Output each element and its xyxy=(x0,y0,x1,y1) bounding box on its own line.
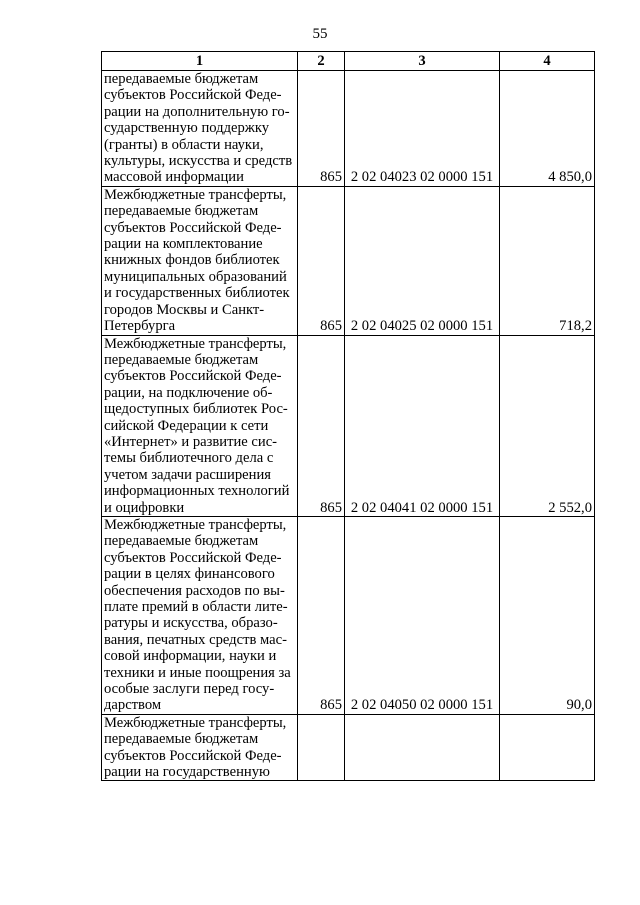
row-admin-code xyxy=(298,714,345,781)
header-col-2: 2 xyxy=(298,52,345,71)
row-admin-code: 865 xyxy=(298,71,345,187)
budget-table xyxy=(101,51,595,781)
row-amount: 718,2 xyxy=(500,186,595,335)
table-row xyxy=(102,71,595,187)
row-budget-code: 2 02 04041 02 0000 151 xyxy=(345,335,500,516)
row-description: передаваемые бюджетам субъектов Российской Феде- рации на дополнительную го- сударственную поддержку (гранты) в области науки, культуры, искусства и средств массовой информации xyxy=(102,71,298,187)
header-col-3: 3 xyxy=(345,52,500,71)
row-amount: 2 552,0 xyxy=(500,335,595,516)
row-budget-code: 2 02 04050 02 0000 151 xyxy=(345,516,500,714)
header-col-4: 4 xyxy=(500,52,595,71)
row-admin-code: 865 xyxy=(298,186,345,335)
row-admin-code: 865 xyxy=(298,516,345,714)
row-amount xyxy=(500,714,595,781)
row-description: Межбюджетные трансферты, передаваемые бюджетам субъектов Российской Феде- рации в целях финансового обеспечения расходов по вы- плате премий в области лите- ратуры и искусства, образо- вания, печатных средств мас- совой информации, науки и техники и иные поощрения за особые заслуги перед госу- дарством xyxy=(102,516,298,714)
table-row xyxy=(102,714,595,781)
table-header xyxy=(102,52,595,71)
row-admin-code: 865 xyxy=(298,335,345,516)
row-amount: 4 850,0 xyxy=(500,71,595,187)
row-description: Межбюджетные трансферты, передаваемые бюджетам субъектов Российской Феде- рации на государственную xyxy=(102,714,298,781)
header-col-1: 1 xyxy=(102,52,298,71)
header-row xyxy=(102,52,595,71)
row-description: Межбюджетные трансферты, передаваемые бюджетам субъектов Российской Феде- рации на комплектование книжных фондов библиотек муниципальных образований и государственных библиотек городов Москвы и Санкт- Петербурга xyxy=(102,186,298,335)
table-row xyxy=(102,186,595,335)
row-amount: 90,0 xyxy=(500,516,595,714)
row-description: Межбюджетные трансферты, передаваемые бюджетам субъектов Российской Феде- рации, на подключение об- щедоступных библиотек Рос- сийской Федерации к сети «Интернет» и развитие сис- темы библиотечного дела с учетом задачи расширения информационных технологий и оцифровки xyxy=(102,335,298,516)
page-number: 55 xyxy=(312,26,328,42)
row-budget-code xyxy=(345,714,500,781)
row-budget-code: 2 02 04025 02 0000 151 xyxy=(345,186,500,335)
table-row xyxy=(102,516,595,714)
table-row xyxy=(102,335,595,516)
row-budget-code: 2 02 04023 02 0000 151 xyxy=(345,71,500,187)
